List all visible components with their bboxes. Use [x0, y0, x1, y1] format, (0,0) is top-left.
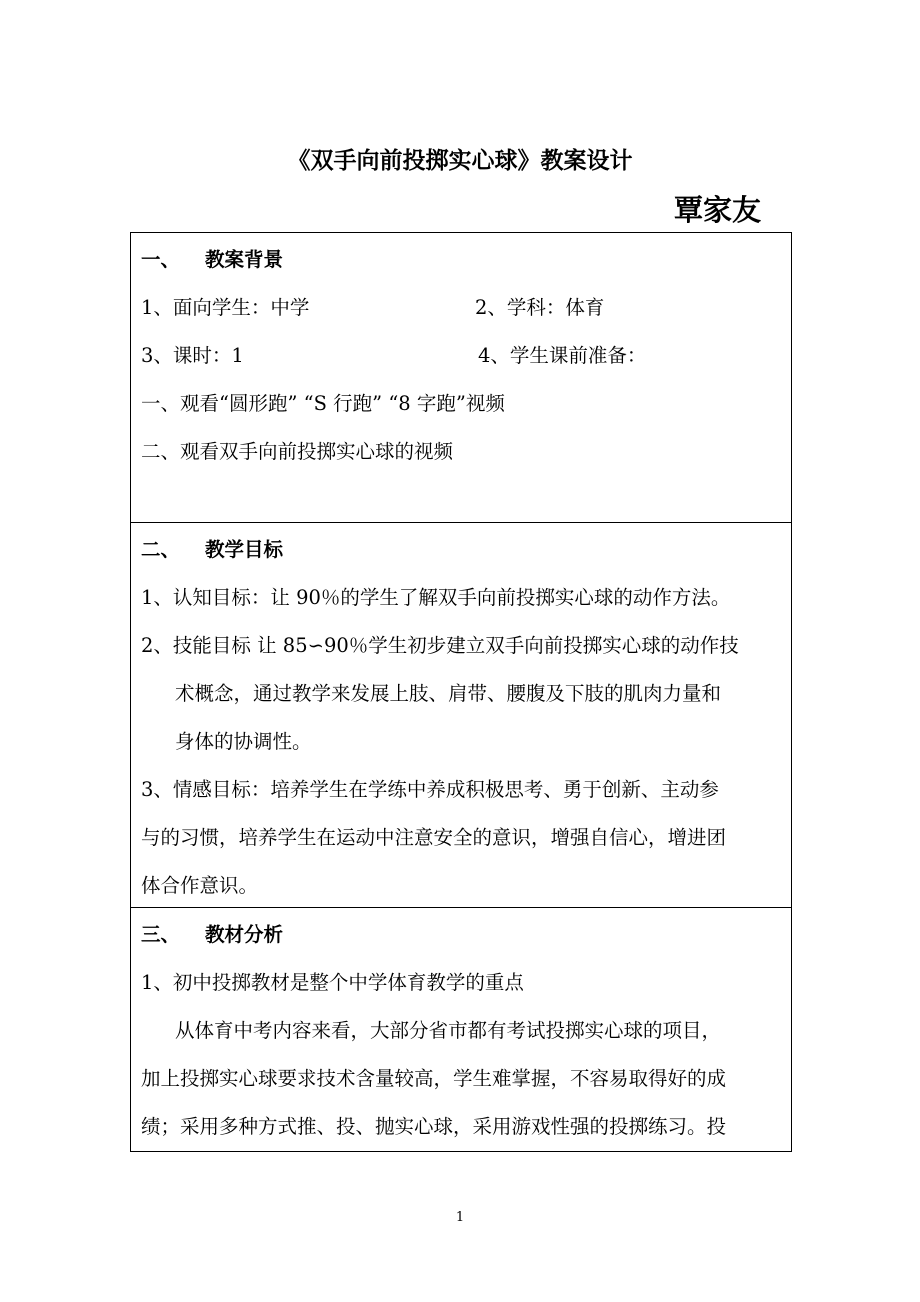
analysis-line: 从体育中考内容来看，大部分省市都有考试投掷实心球的项目， — [175, 1019, 722, 1042]
goal-line: 3、情感目标：培养学生在学练中养成积极思考、勇于创新、主动参 — [141, 778, 719, 801]
lesson-hours-label: 3、课时：1 — [141, 344, 244, 367]
section1-heading: 教案背景 — [205, 248, 284, 271]
prep-item-2: 二、观看双手向前投掷实心球的视频 — [141, 440, 454, 463]
student-prep-label: 4、学生课前准备： — [478, 344, 647, 367]
goal-line: 身体的协调性。 — [175, 730, 312, 753]
goal-line: 体合作意识。 — [141, 874, 259, 897]
page-number: 1 — [455, 1210, 465, 1225]
analysis-line: 绩；采用多种方式推、投、抛实心球，采用游戏性强的投掷练习。投 — [141, 1115, 727, 1138]
row-divider — [131, 907, 791, 908]
section2-heading-number: 二、 — [141, 538, 181, 561]
lesson-plan-table — [130, 232, 792, 1152]
audience-label: 1、面向学生：中学 — [141, 296, 310, 319]
author-name: 覃家友 — [674, 193, 762, 227]
analysis-line: 加上投掷实心球要求技术含量较高，学生难掌握，不容易取得好的成 — [141, 1067, 727, 1090]
section1-heading-number: 一、 — [141, 248, 181, 271]
section3-heading: 教材分析 — [205, 923, 284, 946]
subject-label: 2、学科：体育 — [475, 296, 605, 319]
goal-line: 1、认知目标：让 90％的学生了解双手向前投掷实心球的动作方法。 — [141, 586, 731, 609]
row-divider — [131, 522, 791, 523]
section3-heading-number: 三、 — [141, 923, 181, 946]
analysis-line: 1、初中投掷教材是整个中学体育教学的重点 — [141, 971, 524, 994]
prep-item-1: 一、观看“圆形跑” “S 行跑” “8 字跑”视频 — [141, 392, 505, 415]
section2-heading: 教学目标 — [205, 538, 284, 561]
goal-line: 术概念，通过教学来发展上肢、肩带、腰腹及下肢的肌肉力量和 — [175, 682, 722, 705]
goal-line: 与的习惯，培养学生在运动中注意安全的意识，增强自信心，增进团 — [141, 826, 727, 849]
document-title: 《双手向前投掷实心球》教案设计 — [287, 148, 633, 174]
goal-line: 2、技能目标 让 85∽90％学生初步建立双手向前投掷实心球的动作技 — [141, 634, 739, 657]
